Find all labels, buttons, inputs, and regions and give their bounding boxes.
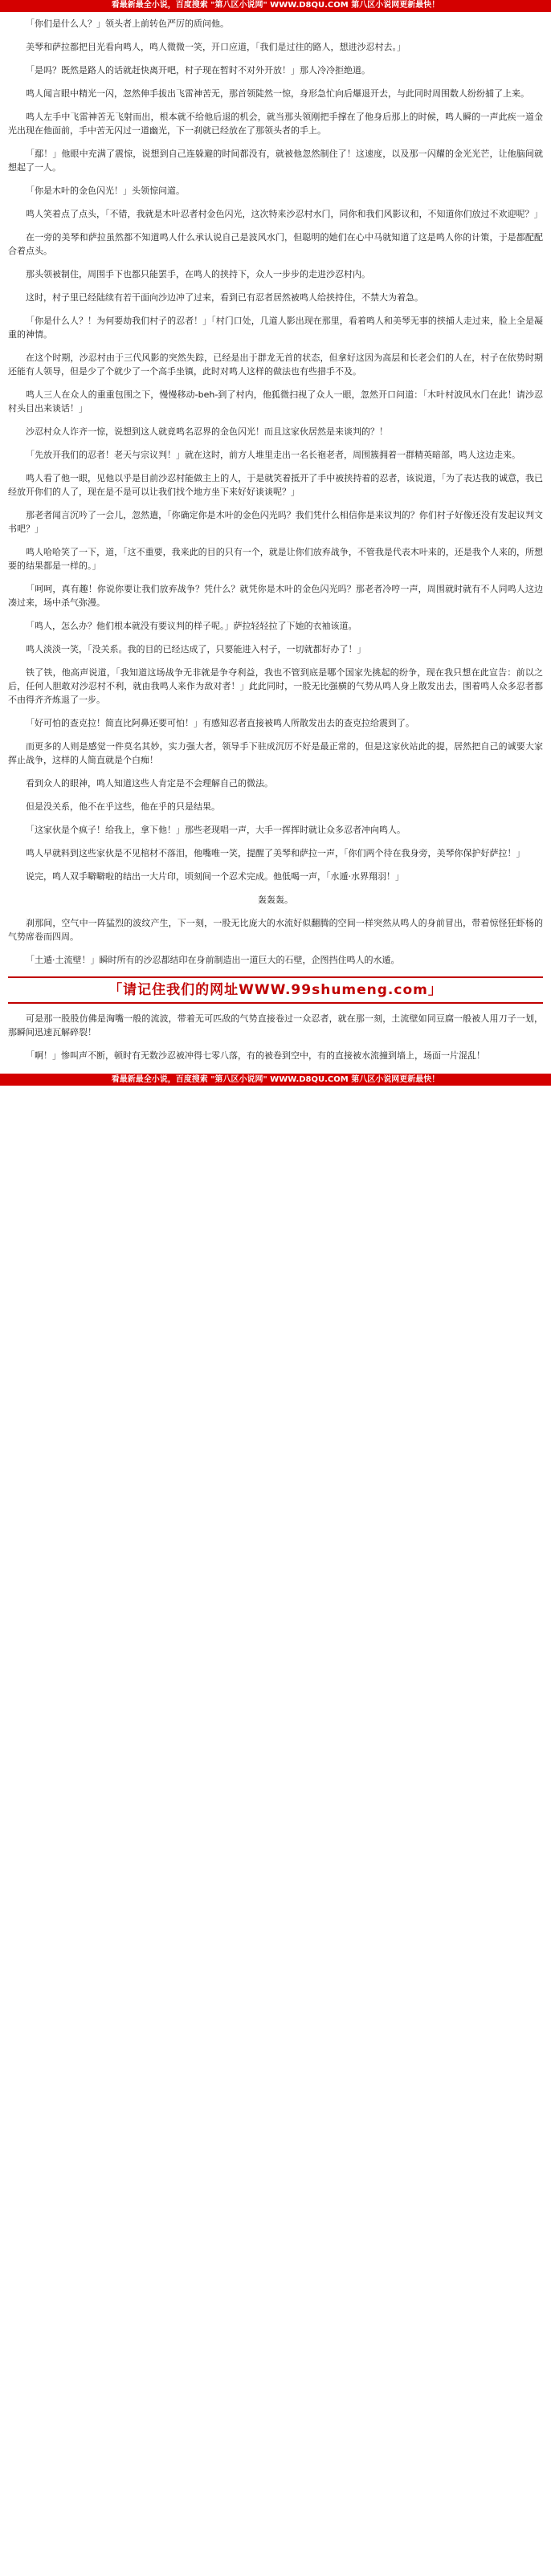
paragraph: 轰轰轰。 xyxy=(258,895,293,905)
site-url-link[interactable]: WWW.99shumeng.com xyxy=(239,982,428,998)
page xyxy=(0,0,551,1086)
paragraph: 在这个时期，沙忍村由于三代风影的突然失踪，已经是出于群龙无首的状态，但拿好这因为高层和长老会们的人在，村子在依势时期还能有人领导，但是少了个就少了一个高手坐镇，此时对鸣人这样的做法也有些措手不及。 xyxy=(8,353,543,377)
paragraph: 鸣人哈哈笑了一下，道，「这不重要，我来此的目的只有一个，就是让你们放弃战争，不管我是代表木叶来的，还是我个人来的，所想要的结果都是一样的。」 xyxy=(8,547,543,571)
paragraph: 这时，村子里已经陆续有若干面向沙边冲了过来，看到已有忍者居然被鸣人给挟持住，不禁大为着急。 xyxy=(26,292,423,303)
paragraph: 「先放开我们的忍者！老天与宗议判！」就在这时，前方人堆里走出一名长袍老者，周围簇拥着一群精英暗部，鸣人这边走来。 xyxy=(26,450,520,460)
paragraph: 沙忍村众人诈齐一惊，说想到这人就竟鸣名忍界的金色闪光！而且这家伙居然是来谈判的？！ xyxy=(26,426,388,437)
paragraph: 鸣人早就料到这些家伙是不见棺材不落泪，他嘴唯一笑，提醒了美琴和萨拉一声，「你们两个待在我身旁，美琴你保护好萨拉！」 xyxy=(26,848,525,858)
paragraph: 那老者闻言沉吟了一会儿，忽然遣，「你确定你是木叶的金色闪光吗？我们凭什么相信你是来议判的？你们村子好像还没有发起议判文书吧？」 xyxy=(8,510,543,534)
paragraph: 鸣人淡淡一笑，「没关系。我的目的已经达成了，只要能进入村子，一切就都好办了！」 xyxy=(26,644,366,654)
paragraph: 而更多的人则是感觉一件莫名其妙，实力强大者，领导手下驻成沉厉不好是最正常的，但是这家伙站此的提，居然把自己的诚要大家挥止战争，这样的人简直就是个白痴！ xyxy=(8,741,543,765)
paragraph: 「鸣人，怎么办？他们根本就没有要议判的样子呢。」萨拉轻轻拉了下她的衣袖该道。 xyxy=(26,621,357,631)
paragraph: 在一旁的美琴和萨拉虽然都不知道鸣人什么承认说自己是波风水门，但聪明的她们在心中马就知道了这是鸣人你的计策，于是都配配合着点头。 xyxy=(8,232,543,256)
paragraph: 鸣人闻言眼中精光一闪，忽然伸手拔出飞雷神苦无，那首领陡然一惊，身形急忙向后爆退开去，与此同时周围数人纷纷捕了上来。 xyxy=(26,88,529,99)
paragraph: 鸣人看了他一眼，见他以乎是目前沙忍村能做主上的人，于是就笑着抵开了手中被挟持着的忍者，该说道，「为了表达我的诚意，我已经放开你们的人了，现在是不是可以让我们找个地方坐下来好好谈谈呢？」 xyxy=(8,473,543,497)
paragraph: 「你是木叶的金色闪光！」头领惊问道。 xyxy=(26,185,185,196)
paragraph: 「啊！」惨叫声不断，顿时有无数沙忍被冲得七零八落，有的被卷到空中，有的直接被水流撞到墙上，场面一片混乱！ xyxy=(26,1050,485,1061)
paragraph: 「鄢！」他眼中充满了震惊，说想到自己连躲避的时间都没有，就被他忽然制住了！这速度，以及那一闪耀的金光光芒，让他脑间就想起了一人。 xyxy=(8,149,543,173)
paragraph: 「呵呵，真有趣！你说你要让我们放弃战争？凭什么？就凭你是木叶的金色闪光吗？那老者冷哼一声，周围就时就有不人同鸣人这边凑过来，场中杀气弥漫。 xyxy=(8,584,543,608)
paragraph: 「好可怕的查克拉！简直比阿鼻还要可怕！」有感知忍者直接被鸣人所散发出去的查克拉给震到了。 xyxy=(26,718,414,728)
paragraph: 那头领被制住，周围手下也都只能罢手，在鸣人的挟持下，众人一步步的走进沙忍村内。 xyxy=(26,269,370,279)
top-ad-banner[interactable]: 看最新最全小说，百度搜索 "第八区小说网" WWW.D8QU.COM 第八区小说网更新最快！ xyxy=(0,0,551,12)
paragraph: 美琴和萨拉都把目光看向鸣人，鸣人微微一笑，开口应道，「我们是过往的路人，想进沙忍村去。」 xyxy=(26,42,406,52)
chapter-content xyxy=(0,12,551,1074)
paragraph: 鸣人三人在众人的重重包围之下，慢慢移动-beh-到了村内，他狐微扫视了众人一眼，忽然开口问道：「木叶村波风水门在此！请沙忍村头目出来谈话！」 xyxy=(8,389,543,414)
paragraph: 鸣人左手中飞雷神苦无飞射而出，根本就不给他后退的机会，就当那头领刚把手撑在了他身后那上的时候，鸣人瞬的一声此疾一道金光出现在他面前，手中苦无闪过一道幽光，下一刹就已经放在了那领头者的手上。 xyxy=(8,112,543,136)
paragraph: 可是那一股股仿佛是洶嘴一般的流波，带着无可匹敌的气势直接卷过一众忍者，就在那一刻，土流壁如同豆腐一般被人用刀子一划，那瞬间迅速瓦解碎裂！ xyxy=(8,1013,543,1037)
notice-suffix: 」 xyxy=(427,982,443,998)
site-url-notice[interactable] xyxy=(8,976,543,1004)
paragraph: 铁了铁，他高声说道，「我知道这场战争无非就是争夺利益，我也不管到底是哪个国家先挑起的纷争，现在我只想在此宣告：前以之后，任何人胆敢对沙忍村不利，就由我鸣人来作为敌对者！」此此同时，一股无比强横的气势从鸣人身上散发出去，围着鸣人众多忍者都不由得齐齐炼退了一步。 xyxy=(8,667,543,705)
paragraph: 鸣人笑着点了点头，「不错，我就是木叶忍者村金色闪光，这次特来沙忍村水门，同你和我们风影议和，不知道你们放过不欢迎呢？」 xyxy=(26,209,543,219)
notice-prefix: 「请记住我们的网址 xyxy=(108,982,239,998)
paragraph: 「你们是什么人？」领头者上前转色严厉的质问他。 xyxy=(26,18,229,29)
paragraph: 说完，鸣人双手噼噼啦的结出一大片印，顷刻间一个忍术完成。他低喝一声，「水遁·水界翔羽！」 xyxy=(26,871,404,882)
paragraph: 但是没关系，他不在乎这些，他在乎的只是结果。 xyxy=(26,801,220,812)
paragraph: 看到众人的眼神，鸣人知道这些人肯定是不会理解自己的微法。 xyxy=(26,778,273,789)
paragraph: 刹那间，空气中一阵猛烈的波纹产生，下一刻，一股无比庞大的水流好似翻腾的空间一样突然从鸣人的身前冒出，带着惊怪狂虾杨的气势席卷而四周。 xyxy=(8,918,543,942)
paragraph: 「土遁·土流壁！」瞬时所有的沙忍都结印在身前制造出一道巨大的石壁，企图挡住鸣人的水遁。 xyxy=(26,955,400,965)
paragraph: 「这家伙是个疯子！给我上，拿下他！」那些老现唱一声，大手一挥挥时就让众多忍者冲向鸣人。 xyxy=(26,825,406,835)
bottom-ad-banner[interactable]: 看最新最全小说，百度搜索 "第八区小说网" WWW.D8QU.COM 第八区小说网更新最快！ xyxy=(0,1074,551,1086)
paragraph: 「是吗？既然是路人的话就赶快离开吧，村子现在暂时不对外开放！」那人冷冷拒绝道。 xyxy=(26,65,370,75)
paragraph: 「你是什么人？！为何要劫我们村子的忍者！」「村门口处，几道人影出现在那里，看着鸣人和美琴无事的挟捕人走过来，脸上全是凝重的神情。 xyxy=(8,316,543,340)
site-url-notice-line xyxy=(8,981,543,999)
